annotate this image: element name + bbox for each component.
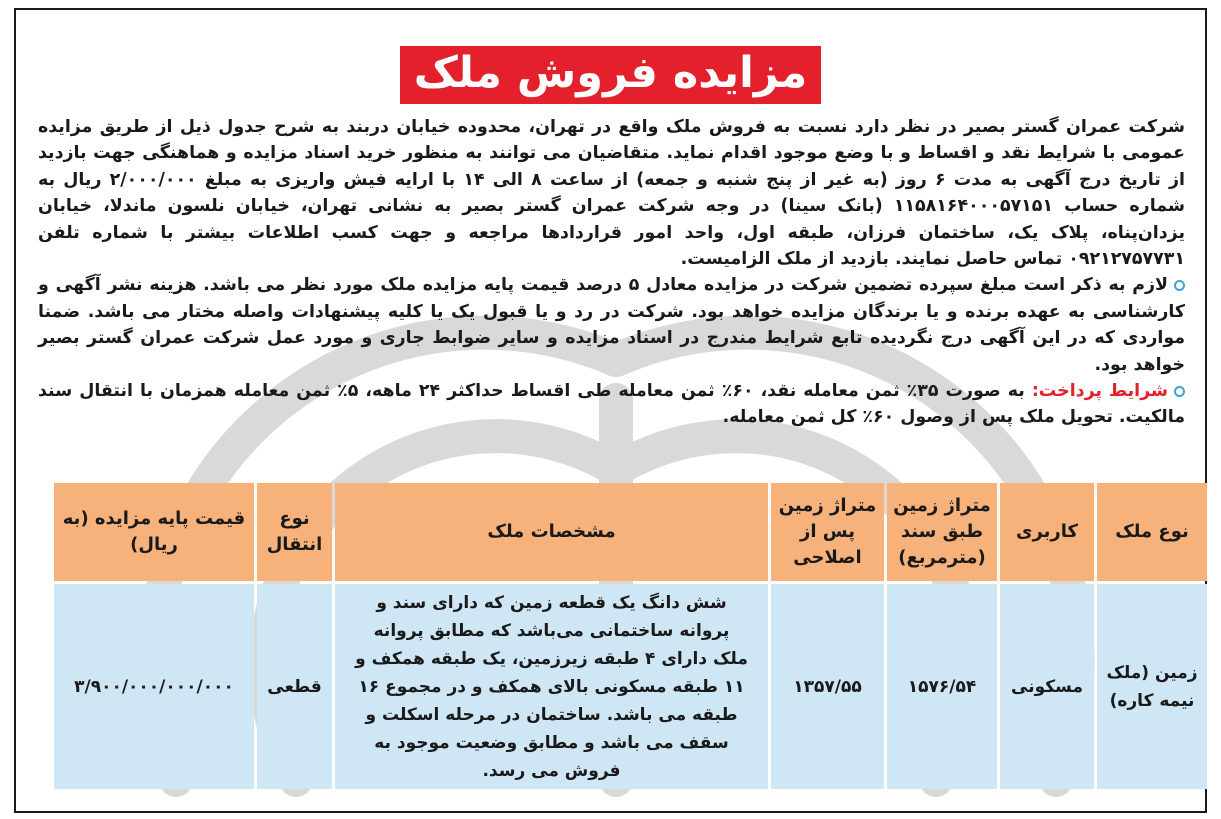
header-transfer: نوع انتقال: [257, 483, 332, 581]
table-header-row: [54, 483, 1207, 581]
intro-paragraph: [38, 114, 1185, 272]
page-title: مزایده فروش ملک: [400, 46, 822, 104]
cell-area-deed: ۱۵۷۶/۵۴: [887, 584, 997, 789]
note-text: لازم به ذکر است مبلغ سپرده تضمین شرکت در مزایده معادل ۵ درصد قیمت پایه مزایده ملک مورد نظر می باشد. هزینه نشر آگهی و کارشناسی به عهده برنده و یا برندگان مزایده خواهد بود. شرکت در رد و یا قبول یک یا کلیه پیشنهادات واصله مختار می باشد. ضمنا مواردی که در این آگهی درج نگردیده تابع شرایط مندرج در اسناد مزایده و سایر ضوابط جاری و مورد عمل شرکت عمران گستر بصیر خواهد بود.: [38, 275, 1185, 375]
payment-label: شرایط پرداخت:: [1031, 381, 1168, 402]
cell-price: ۳/۹۰۰/۰۰۰/۰۰۰/۰۰۰: [54, 584, 254, 789]
header-specs: مشخصات ملک: [335, 483, 768, 581]
company-name: شرکت عمران گستر بصیر: [963, 117, 1185, 137]
cell-type: زمین (ملک نیمه کاره): [1097, 584, 1207, 789]
title-banner: [16, 46, 1205, 104]
ad-body: [38, 114, 1185, 431]
header-usage: کاربری: [1000, 483, 1094, 581]
table-row: [54, 584, 1207, 789]
header-area-after: متراژ زمین پس از اصلاحی: [771, 483, 884, 581]
property-table: [51, 480, 1210, 792]
intro-text: در نظر دارد نسبت به فروش ملک واقع در تهران، محدوده خیابان دربند به شرح جدول ذیل از طریق مزایده عمومی با شرایط نقد و اقساط و با وضع موجود اقدام نماید. متقاضیان می توانند به منظور خرید اسناد مزایده و هماهنگی جهت بازدید از تاریخ درج آگهی به مدت ۶ روز (به غیر از پنج شنبه و جمعه) از ساعت ۸ الی ۱۴ با ارایه فیش واریزی به مبلغ ۲/۰۰۰/۰۰۰ ریال به شماره حساب ۱۱۵۸۱۶۴۰۰۰۵۷۱۵۱ (بانک سینا) در وجه شرکت عمران گستر بصیر به نشانی تهران، خیابان نلسون ماندلا، خیابان یزدان‌پناه، پلاک یک، ساختمان فرزان، طبقه اول، واحد امور قراردادها مراجعه و جهت کسب اطلاعات بیشتر با شماره تلفن ۰۹۲۱۲۷۵۷۷۳۱ تماس حاصل نمایند. بازدید از ملک الزامیست.: [38, 117, 1185, 270]
bullet-circle-icon: [1174, 386, 1185, 397]
bullet-circle-icon: [1174, 280, 1185, 291]
note-paragraph: [38, 272, 1185, 378]
cell-specs: شش دانگ یک قطعه زمین که دارای سند و پروانه ساختمانی می‌باشد که مطابق پروانه ملک دارای ۴ طبقه زیرزمین، یک طبقه همکف و ۱۱ طبقه مسکونی بالای همکف و در مجموع ۱۶ طبقه می باشد. ساختمان در مرحله اسکلت و سقف می باشد و مطابق وضعیت موجود به فروش می رسد.: [335, 584, 768, 789]
ad-frame: [14, 8, 1207, 813]
header-type: نوع ملک: [1097, 483, 1207, 581]
payment-text: به صورت ۳۵٪ ثمن معامله نقد، ۶۰٪ ثمن معامله طی اقساط حداکثر ۲۴ ماهه، ۵٪ ثمن معامله همزمان با انتقال سند مالکیت. تحویل ملک پس از وصول ۶۰٪ کل ثمن معامله.: [38, 381, 1185, 428]
header-area-deed: متراژ زمین طبق سند (مترمربع): [887, 483, 997, 581]
cell-transfer: قطعی: [257, 584, 332, 789]
cell-area-after: ۱۳۵۷/۵۵: [771, 584, 884, 789]
header-price: قیمت پایه مزایده (به ریال): [54, 483, 254, 581]
payment-paragraph: [38, 378, 1185, 431]
cell-usage: مسکونی: [1000, 584, 1094, 789]
